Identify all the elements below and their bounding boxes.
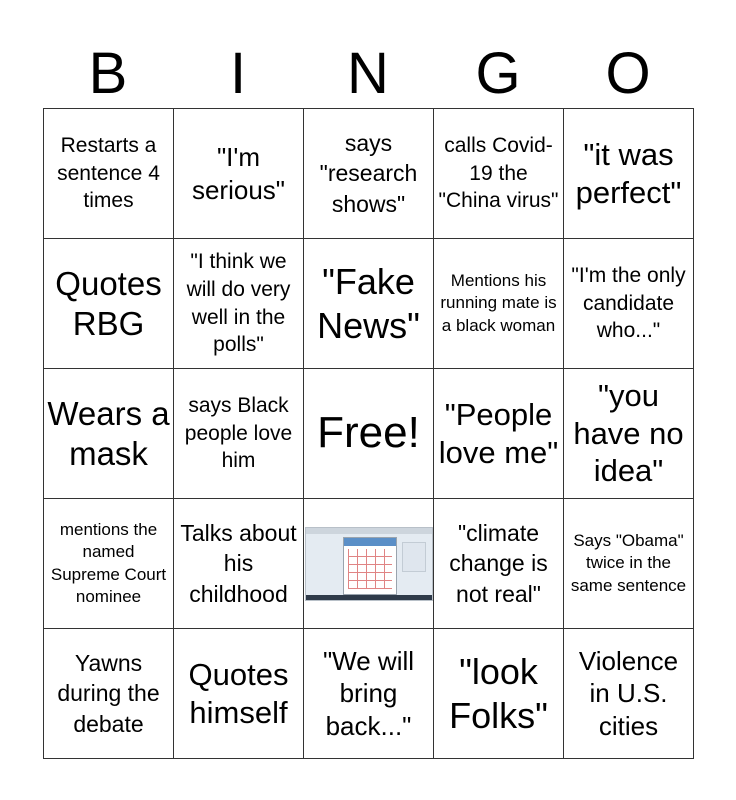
thumb-card-grid [348,549,392,589]
bingo-cell[interactable]: mentions the named Supreme Court nominee [44,499,174,629]
bingo-cell[interactable]: Violence in U.S. cities [564,629,694,759]
bingo-cell[interactable]: "We will bring back..." [304,629,434,759]
bingo-cell[interactable]: Talks about his childhood [174,499,304,629]
board-row [44,629,694,759]
bingo-cell[interactable]: "you have no idea" [564,369,694,499]
bingo-header [43,40,693,108]
bingo-cell[interactable]: says Black people love him [174,369,304,499]
header-letter-g: G [475,41,521,106]
bingo-cell[interactable]: "I'm the only candidate who..." [564,239,694,369]
header-letter-n: N [347,41,389,106]
bingo-cell[interactable]: says "research shows" [304,109,434,239]
header-letter-o: O [605,41,651,106]
board-row [44,499,694,629]
bingo-cell[interactable]: Wears a mask [44,369,174,499]
bingo-card-screenshot-image [305,527,433,601]
bingo-cell[interactable]: "I think we will do very well in the polls" [174,239,304,369]
board-row [44,369,694,499]
bingo-cell-image[interactable] [304,499,434,629]
board-row [44,239,694,369]
bingo-cell[interactable]: Yawns during the debate [44,629,174,759]
thumb-taskbar [306,595,432,600]
bingo-cell[interactable]: "People love me" [434,369,564,499]
bingo-cell[interactable]: calls Covid-19 the "China virus" [434,109,564,239]
bingo-cell[interactable]: Restarts a sentence 4 times [44,109,174,239]
bingo-cell[interactable]: Says "Obama" twice in the same sentence [564,499,694,629]
thumb-card-header [344,538,396,546]
header-letter-i: I [229,41,247,106]
header-letter-b: B [88,41,128,106]
thumb-browser-bar [306,528,432,534]
bingo-cell[interactable]: Quotes himself [174,629,304,759]
bingo-cell[interactable]: Mentions his running mate is a black woman [434,239,564,369]
bingo-cell[interactable]: Quotes RBG [44,239,174,369]
thumb-side-panel [402,542,426,572]
bingo-cell[interactable]: "look Folks" [434,629,564,759]
bingo-cell[interactable]: "I'm serious" [174,109,304,239]
thumb-bingo-card [343,537,397,595]
bingo-board [43,108,694,759]
bingo-cell[interactable]: "climate change is not real" [434,499,564,629]
board-row [44,109,694,239]
free-space-cell[interactable]: Free! [304,369,434,499]
bingo-cell[interactable]: "Fake News" [304,239,434,369]
bingo-cell[interactable]: "it was perfect" [564,109,694,239]
